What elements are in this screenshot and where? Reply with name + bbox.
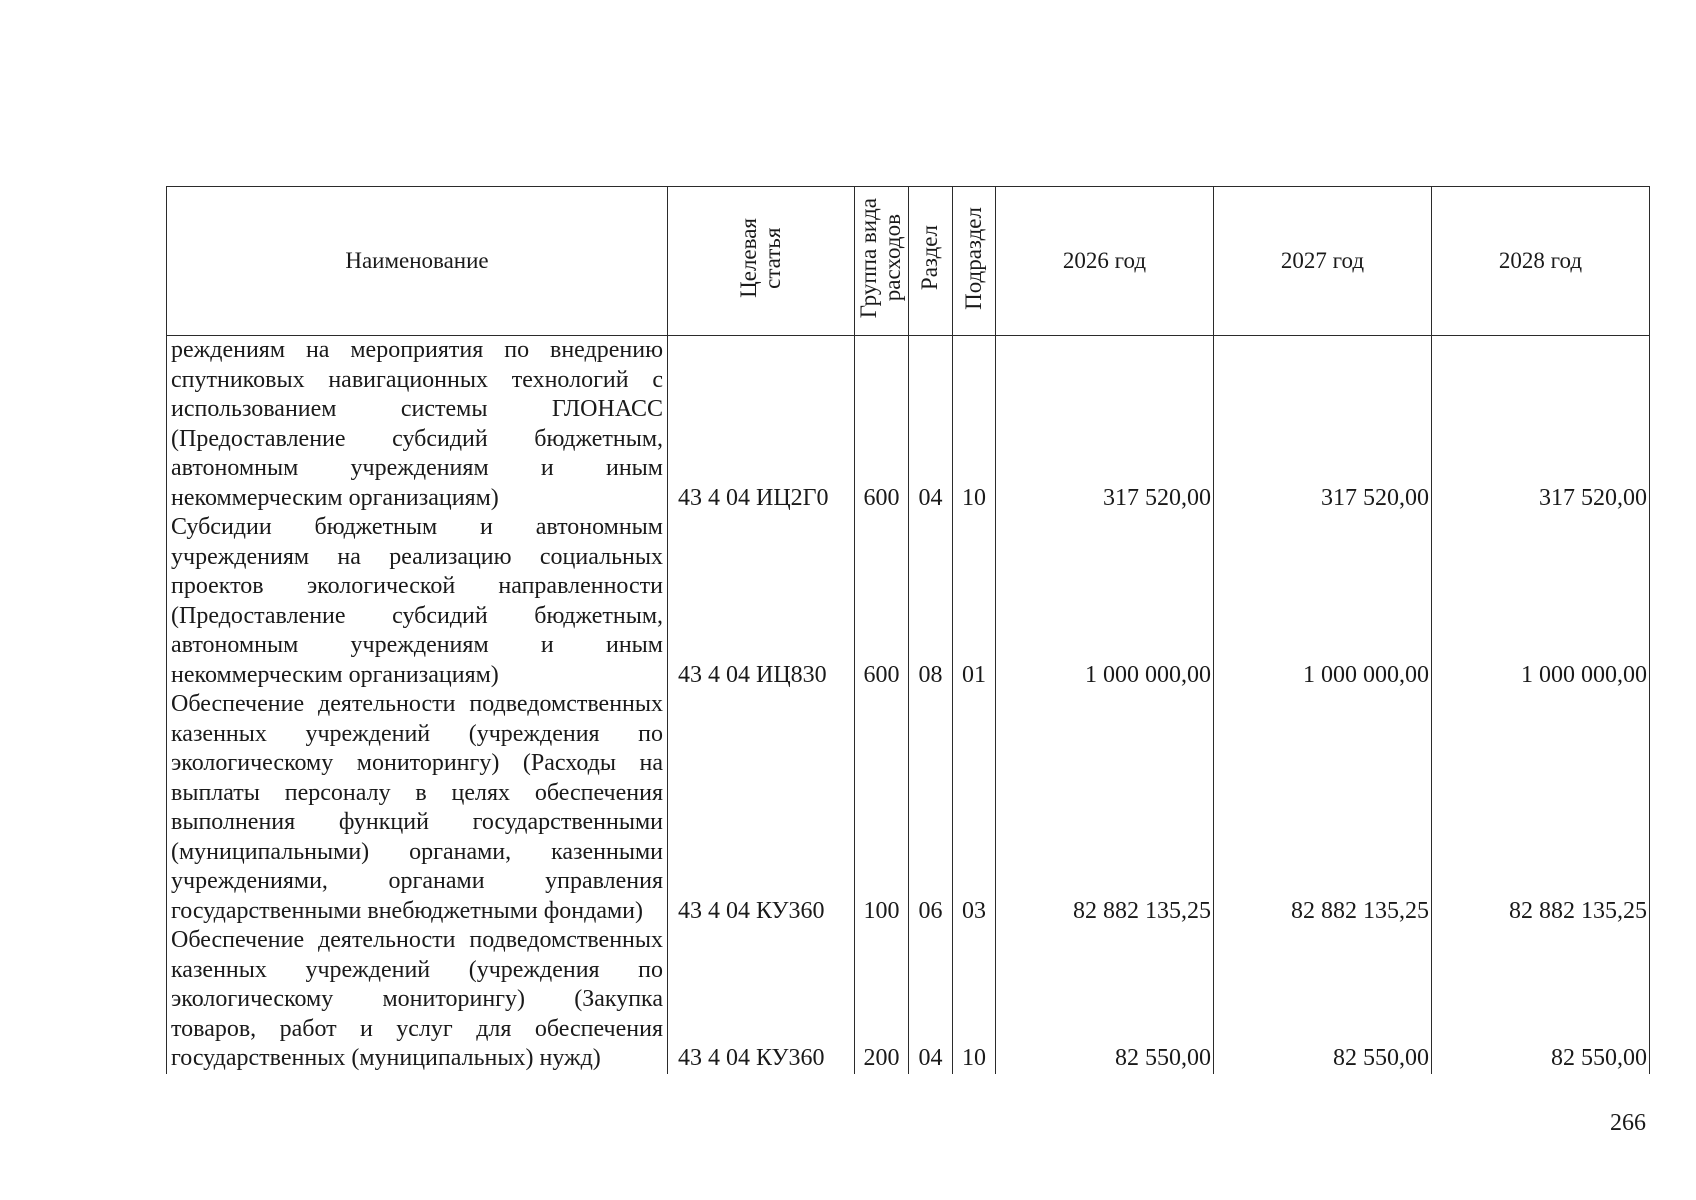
row-amount-2026: 1 000 000,00 xyxy=(996,513,1214,690)
row-amount-2026: 317 520,00 xyxy=(996,336,1214,514)
header-subsection-label: Подраздел xyxy=(960,206,986,310)
header-target-article xyxy=(668,187,855,336)
header-expense-group-label xyxy=(857,198,905,318)
table-row xyxy=(167,513,1650,690)
header-target-line2: статья xyxy=(760,227,785,289)
row-amount-2028: 82 882 135,25 xyxy=(1432,690,1650,926)
row-amount-2028: 82 550,00 xyxy=(1432,926,1650,1074)
row-section: 06 xyxy=(909,690,953,926)
header-year-2028-label: 2028 год xyxy=(1498,248,1583,273)
page-number: 266 xyxy=(1610,1110,1646,1136)
header-year-2026-label: 2026 год xyxy=(1062,248,1147,273)
row-amount-2026: 82 882 135,25 xyxy=(996,690,1214,926)
header-target-line1: Целевая xyxy=(735,218,761,298)
table-row xyxy=(167,926,1650,1074)
row-amount-2028: 317 520,00 xyxy=(1432,336,1650,514)
row-expense-group: 200 xyxy=(855,926,909,1074)
header-name-label: Наименование xyxy=(345,248,489,273)
header-name xyxy=(167,187,668,336)
row-amount-2027: 82 550,00 xyxy=(1214,926,1432,1074)
row-amount-2027: 82 882 135,25 xyxy=(1214,690,1432,926)
row-name: Субсидии бюджетным и автономным учреждениям на реализацию социальных проектов экологической направленности (Предоставление субсидий бюджетным, автономным учреждениям и иным некоммерческим организациям) xyxy=(167,513,668,690)
budget-table xyxy=(166,186,1650,1074)
table-row xyxy=(167,336,1650,514)
row-subsection: 03 xyxy=(953,690,996,926)
row-target-article: 43 4 04 ИЦ2Г0 xyxy=(668,336,855,514)
row-target-article: 43 4 04 ИЦ830 xyxy=(668,513,855,690)
row-section: 08 xyxy=(909,513,953,690)
table-row xyxy=(167,690,1650,926)
header-year-2028 xyxy=(1432,187,1650,336)
row-target-article: 43 4 04 КУ360 xyxy=(668,690,855,926)
header-section-label: Раздел xyxy=(917,225,943,291)
header-subsection xyxy=(953,187,996,336)
row-subsection: 10 xyxy=(953,926,996,1074)
header-year-2026 xyxy=(996,187,1214,336)
header-year-2027 xyxy=(1214,187,1432,336)
row-expense-group: 600 xyxy=(855,513,909,690)
row-amount-2026: 82 550,00 xyxy=(996,926,1214,1074)
row-name: реждениям на мероприятия по внедрению спутниковых навигационных технологий с использованием системы ГЛОНАСС (Предоставление субсидий бюджетным, автономным учреждениям и иным некоммерческим организациям) xyxy=(167,336,668,514)
header-section xyxy=(909,187,953,336)
row-subsection: 01 xyxy=(953,513,996,690)
row-amount-2027: 1 000 000,00 xyxy=(1214,513,1432,690)
row-amount-2027: 317 520,00 xyxy=(1214,336,1432,514)
row-name: Обеспечение деятельности подведомственных казенных учреждений (учреждения по экологическому мониторингу) (Закупка товаров, работ и услуг для обеспечения государственных (муниципальных) нужд) xyxy=(167,926,668,1074)
row-amount-2028: 1 000 000,00 xyxy=(1432,513,1650,690)
row-subsection: 10 xyxy=(953,336,996,514)
row-expense-group: 100 xyxy=(855,690,909,926)
header-target-article-label xyxy=(737,218,785,298)
header-group-line2: расходов xyxy=(880,214,906,302)
row-section: 04 xyxy=(909,926,953,1074)
table-header-row xyxy=(167,187,1650,336)
header-group-line1: Группа вида xyxy=(856,197,882,319)
row-target-article: 43 4 04 КУ360 xyxy=(668,926,855,1074)
row-name: Обеспечение деятельности подведомственных казенных учреждений (учреждения по экологическому мониторингу) (Расходы на выплаты персоналу в целях обеспечения выполнения функций государственными (муниципальными) органами, казенными учреждениями, органами управления государственными внебюджетными фондами) xyxy=(167,690,668,926)
row-section: 04 xyxy=(909,336,953,514)
header-year-2027-label: 2027 год xyxy=(1280,248,1365,273)
header-expense-group xyxy=(855,187,909,336)
row-expense-group: 600 xyxy=(855,336,909,514)
